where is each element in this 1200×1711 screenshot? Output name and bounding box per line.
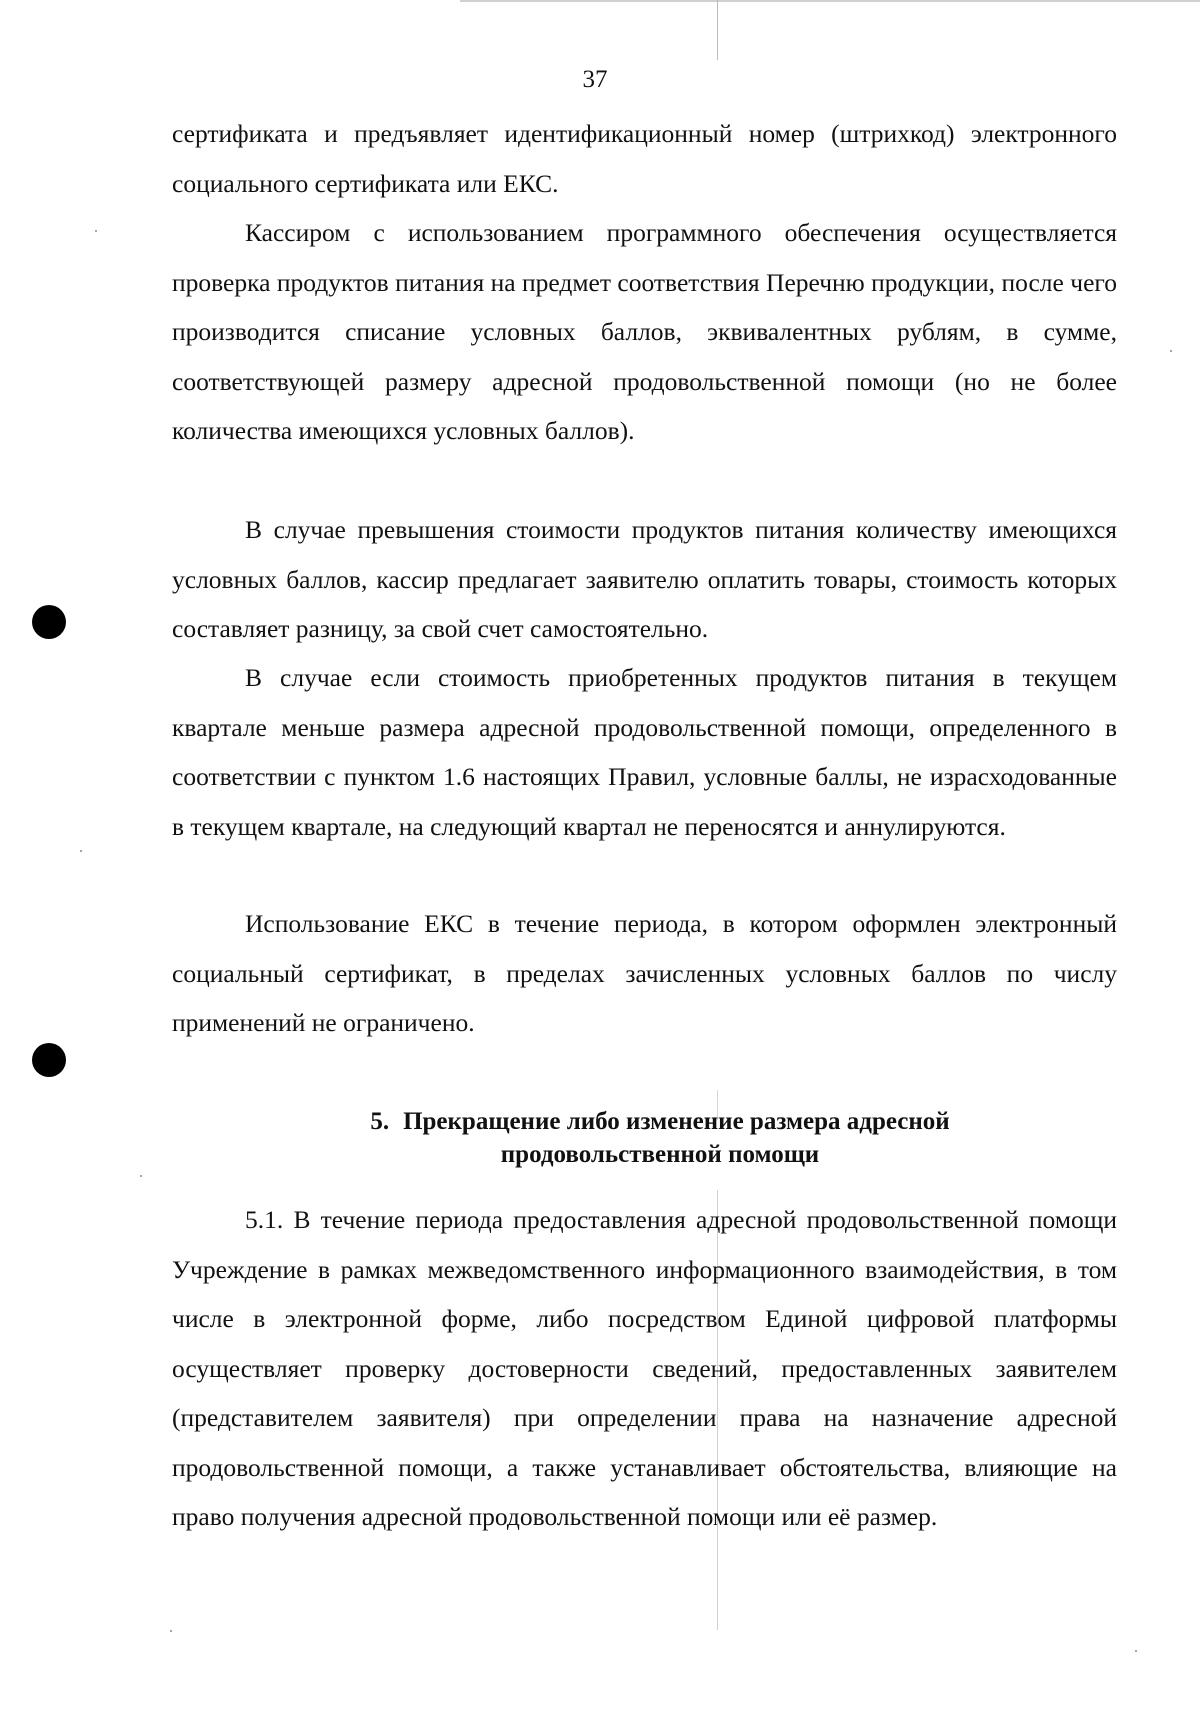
paragraph-text: Использование ЕКС в течение периода, в котором оформлен электронный социальный сертификат, в пределах зачисленных условных баллов по числу применений не ограничено.: [172, 909, 1117, 1037]
paragraph-text: сертификата и предъявляет идентификационный номер (штрихкод) электронного социального сертификата или ЕКС.: [172, 119, 1117, 198]
punch-hole: [32, 1043, 66, 1077]
section-heading-line1: [310, 1105, 1010, 1138]
paragraph-text: В случае если стоимость приобретенных продуктов питания в текущем квартале меньше размера адресной продовольственной помощи, определенного в соответствии с пунктом 1.6 настоящих Правил, условные баллы, не израсходованные в текущем квартале, на следующий квартал не переносятся и аннулируются.: [172, 663, 1117, 841]
paragraph-section-5-1: [172, 1195, 1117, 1542]
scan-border-line: [460, 0, 1200, 2]
scan-speck: [140, 1175, 142, 1177]
paragraph-cost-excess: [172, 505, 1117, 654]
scan-speck: [80, 850, 82, 852]
paragraph-text: 5.1. В течение периода предоставления адресной продовольственной помощи Учреждение в рамках межведомственного информационного взаимодействия, в том числе в электронной форме, либо посредством Единой цифровой платформы осуществляет проверку достоверности сведений, предоставленных заявителем (представителем заявителя) при определении права на назначение адресной продовольственной помощи, а также устанавливает обстоятельства, влияющие на право получения адресной продовольственной помощи или её размер.: [172, 1205, 1117, 1531]
section-heading: [310, 1105, 1010, 1171]
section-title-line2: продовольственной помощи: [500, 1141, 820, 1168]
punch-hole: [32, 605, 66, 639]
scan-speck: [1170, 350, 1172, 352]
paragraph-eks-usage: [172, 899, 1117, 1048]
scan-speck: [95, 230, 97, 232]
scan-fold-line: [717, 0, 718, 60]
paragraph-cashier-check: [172, 208, 1117, 456]
scan-speck: [170, 1630, 172, 1632]
scan-speck: [1135, 1650, 1137, 1652]
paragraph-text: В случае превышения стоимости продуктов питания количеству имеющихся условных баллов, кассир предлагает заявителю оплатить товары, стоимость которых составляет разницу, за свой счет самостоятельно.: [172, 515, 1117, 643]
paragraph-text: Кассиром с использованием программного обеспечения осуществляется проверка продуктов питания на предмет соответствия Перечню продукции, после чего производится списание условных баллов, эквивалентных рублям, в сумме, соответствующей размеру адресной продовольственной помощи (но не более количества имеющихся условных баллов).: [172, 218, 1117, 445]
section-number: 5.: [370, 1108, 390, 1135]
paragraph-unused-points: [172, 653, 1117, 851]
page-number: 37: [582, 66, 608, 93]
section-title-line1: Прекращение либо изменение размера адресной: [403, 1108, 950, 1135]
paragraph-continuation: [172, 109, 1117, 208]
